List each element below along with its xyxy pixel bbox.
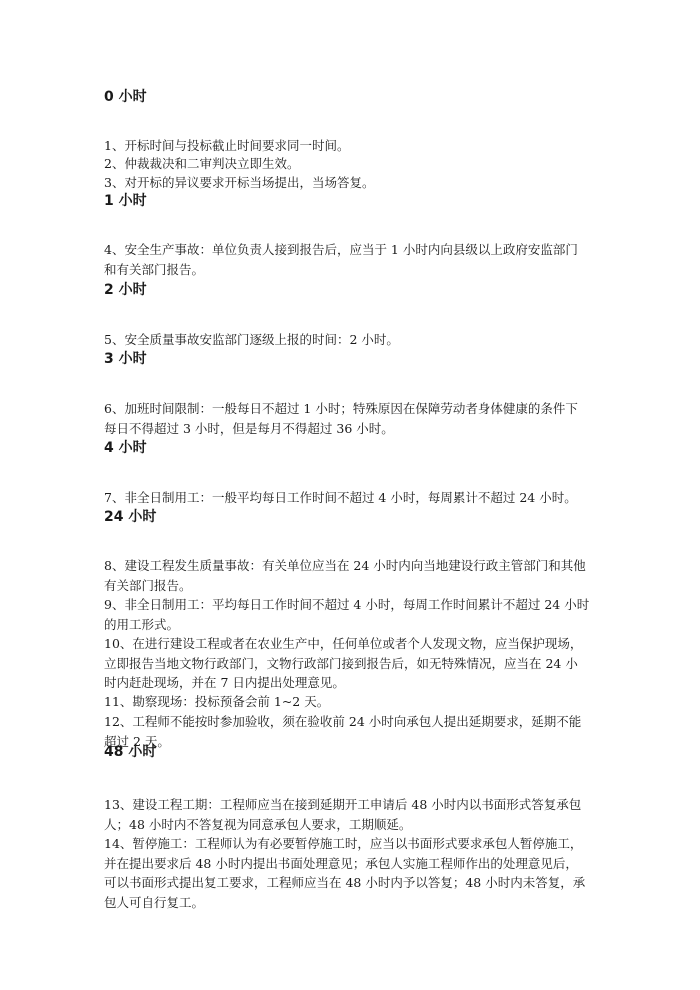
item-line: 每日不得超过 3 小时，但是每月不得超过 36 小时。 [104, 420, 394, 436]
item-line: 12、工程师不能按时参加验收，须在验收前 24 小时向承包人提出延期要求，延期不能 [104, 714, 582, 729]
item-line: 和有关部门报告。 [104, 261, 205, 277]
item-line: 6、加班时间限制：一般每日不超过 1 小时；特殊原因在保障劳动者身体健康的条件下 [104, 401, 578, 416]
section-heading-24-hours: 24 小时 [104, 509, 157, 525]
section-heading-4-hours: 4 小时 [104, 440, 147, 456]
list-item-2 [104, 154, 594, 174]
list-item-11 [104, 692, 594, 712]
item-line: 时内赶赴现场，并在 7 日内提出处理意见。 [104, 675, 345, 690]
item-line: 5、安全质量事故安监部门逐级上报的时间：2 小时。 [104, 332, 399, 347]
item-line: 9、非全日制用工：平均每日工作时间不超过 4 小时，每周工作时间累计不超过 24 小时 [104, 597, 590, 612]
item-line: 10、在进行建设工程或者在农业生产中，任何单位或者个人发现文物，应当保护现场， [104, 636, 583, 651]
item-line: 1、开标时间与投标截止时间要求同一时间。 [104, 138, 350, 153]
item-line: 可以书面形式提出复工要求，工程师应当在 48 小时内予以答复；48 小时内未答复，承 [104, 875, 586, 890]
item-line: 4、安全生产事故：单位负责人接到报告后，应当于 1 小时内向县级以上政府安监部门 [104, 242, 578, 257]
list-item-8 [104, 556, 594, 595]
list-item-1 [104, 136, 594, 156]
item-line: 8、建设工程发生质量事故：有关单位应当在 24 小时内向当地建设行政主管部门和其他 [104, 558, 586, 573]
item-line: 超过 2 天。 [104, 733, 170, 749]
list-item-7 [104, 488, 594, 508]
item-line: 包人可自行复工。 [104, 894, 205, 910]
item-line: 并在提出要求后 48 小时内提出书面处理意见；承包人实施工程师作出的处理意见后， [104, 855, 578, 871]
list-item-13 [104, 795, 594, 834]
item-line: 立即报告当地文物行政部门，文物行政部门接到报告后，如无特殊情况，应当在 24 小 [104, 655, 578, 671]
item-line: 2、仲裁裁决和二审判决立即生效。 [104, 156, 300, 171]
item-line: 13、建设工程工期：工程师应当在接到延期开工申请后 48 小时内以书面形式答复承包 [104, 797, 582, 812]
section-heading-1-hour: 1 小时 [104, 193, 147, 209]
item-line: 14、暂停施工：工程师认为有必要暂停施工时，应当以书面形式要求承包人暂停施工， [104, 836, 583, 851]
list-item-5 [104, 330, 594, 350]
list-item-12 [104, 712, 594, 751]
list-item-3 [104, 173, 594, 193]
list-item-14 [104, 834, 594, 912]
item-line: 3、对开标的异议要求开标当场提出，当场答复。 [104, 175, 375, 190]
section-heading-48-hours: 48 小时 [104, 744, 157, 760]
list-item-4 [104, 240, 594, 279]
item-line: 的用工形式。 [104, 616, 180, 632]
section-heading-3-hours: 3 小时 [104, 351, 147, 367]
list-item-10 [104, 634, 594, 693]
list-item-6 [104, 399, 594, 438]
section-heading-0-hours: 0 小时 [104, 89, 147, 105]
section-heading-2-hours: 2 小时 [104, 282, 147, 298]
item-line: 有关部门报告。 [104, 577, 192, 593]
item-line: 7、非全日制用工：一般平均每日工作时间不超过 4 小时，每周累计不超过 24 小时。 [104, 490, 577, 505]
item-line: 人；48 小时内不答复视为同意承包人要求，工期顺延。 [104, 816, 412, 832]
list-item-9 [104, 595, 594, 634]
item-line: 11、勘察现场：投标预备会前 1~2 天。 [104, 694, 330, 709]
